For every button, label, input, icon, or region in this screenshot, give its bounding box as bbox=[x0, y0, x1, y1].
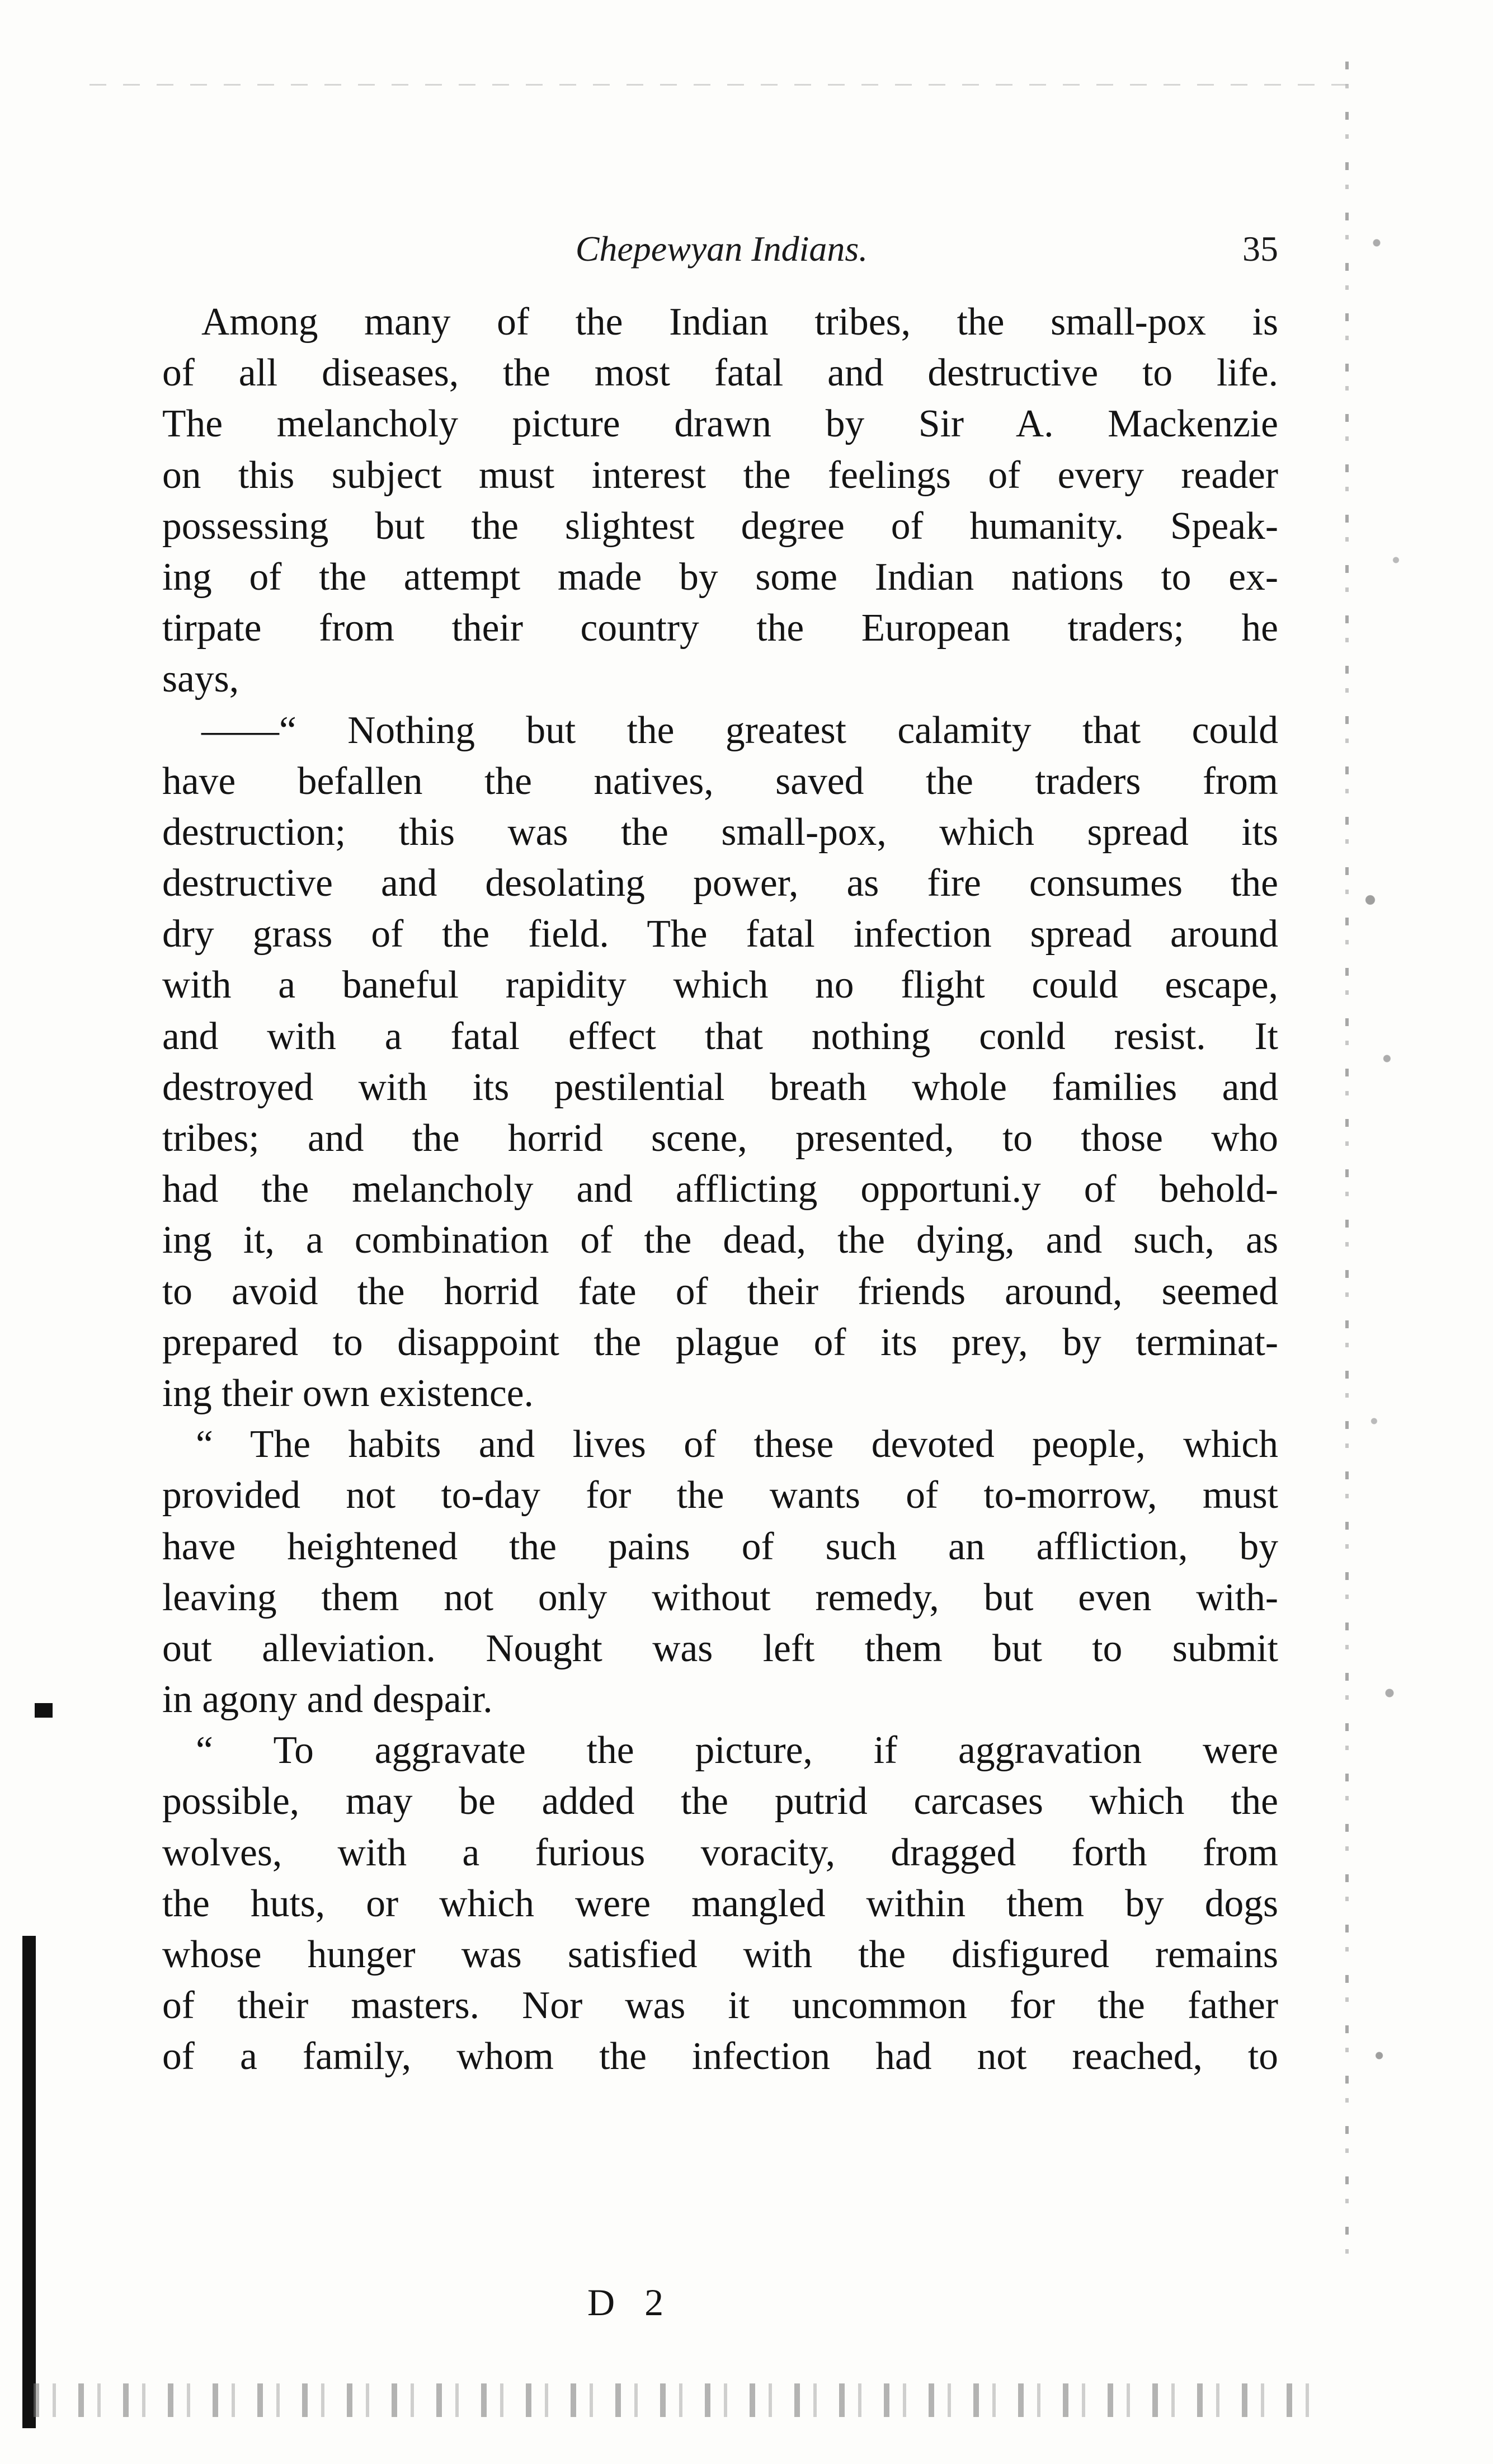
text-line: have befallen the natives, saved the traders from bbox=[162, 759, 1278, 803]
text-line: with a baneful rapidity which no flight could escape, bbox=[162, 963, 1278, 1007]
text-line: The melancholy picture drawn by Sir A. Mackenzie bbox=[162, 402, 1278, 446]
running-head bbox=[165, 224, 1278, 274]
text-line: of their masters. Nor was it uncommon for the father bbox=[162, 1984, 1278, 2028]
text-line: the huts, or which were mangled within them by dogs bbox=[162, 1882, 1278, 1925]
text-line: says, bbox=[162, 657, 239, 701]
text-line: out alleviation. Nought was left them but to submit bbox=[162, 1626, 1278, 1670]
text-line: and with a fatal effect that nothing conld resist. It bbox=[162, 1014, 1278, 1058]
text-line: leaving them not only without remedy, but even with- bbox=[162, 1576, 1278, 1619]
text-line: tribes; and the horrid scene, presented, to those who bbox=[162, 1117, 1278, 1160]
running-title: Chepewyan Indians. bbox=[575, 229, 868, 269]
page-edge-right bbox=[1345, 62, 1349, 2272]
text-line: possible, may be added the putrid carcases which the bbox=[162, 1780, 1278, 1823]
text-line: “ The habits and lives of these devoted people, which bbox=[196, 1423, 1278, 1466]
text-line: had the melancholy and afflicting opportuni.y of behold- bbox=[162, 1168, 1278, 1211]
text-line: destruction; this was the small-pox, which spread its bbox=[162, 810, 1278, 854]
text-line: ——“ Nothing but the greatest calamity that could bbox=[201, 708, 1278, 752]
text-line: have heightened the pains of such an affliction, by bbox=[162, 1525, 1278, 1568]
page-edge-left bbox=[22, 1936, 36, 2428]
signature-mark: D 2 bbox=[587, 2281, 674, 2324]
scan-artifact-mark bbox=[35, 1703, 53, 1718]
text-line: ing it, a combination of the dead, the dying, and such, as bbox=[162, 1219, 1278, 1262]
scan-artifact-top bbox=[90, 84, 1348, 86]
text-line: in agony and despair. bbox=[162, 1678, 493, 1722]
text-line: wolves, with a furious voracity, dragged forth from bbox=[162, 1831, 1278, 1874]
scan-artifact-right bbox=[1351, 62, 1480, 2327]
text-line: ing their own existence. bbox=[162, 1371, 534, 1415]
text-line: on this subject must interest the feelings of every reader bbox=[162, 453, 1278, 497]
text-line: of a family, whom the infection had not reached, to bbox=[162, 2035, 1278, 2079]
text-line: “ To aggravate the picture, if aggravation were bbox=[196, 1729, 1278, 1772]
text-line: to avoid the horrid fate of their friends around, seemed bbox=[162, 1269, 1278, 1313]
text-line: Among many of the Indian tribes, the small-pox is bbox=[201, 300, 1278, 344]
text-line: destroyed with its pestilential breath whole families and bbox=[162, 1065, 1278, 1109]
scan-artifact-bottom bbox=[34, 2383, 1320, 2417]
text-line: dry grass of the field. The fatal infection spread around bbox=[162, 913, 1278, 956]
text-line: destructive and desolating power, as fire consumes the bbox=[162, 862, 1278, 905]
text-line: whose hunger was satisfied with the disfigured remains bbox=[162, 1933, 1278, 1976]
text-line: possessing but the slightest degree of humanity. Speak- bbox=[162, 504, 1278, 548]
page-number: 35 bbox=[1242, 229, 1278, 269]
text-line: tirpate from their country the European traders; he bbox=[162, 606, 1278, 650]
text-line: of all diseases, the most fatal and destructive to life. bbox=[162, 351, 1278, 395]
body-text bbox=[162, 297, 1278, 2082]
text-line: prepared to disappoint the plague of its prey, by terminat- bbox=[162, 1320, 1278, 1364]
text-line: ing of the attempt made by some Indian nations to ex- bbox=[162, 555, 1278, 599]
text-line: provided not to-day for the wants of to-morrow, must bbox=[162, 1474, 1278, 1517]
